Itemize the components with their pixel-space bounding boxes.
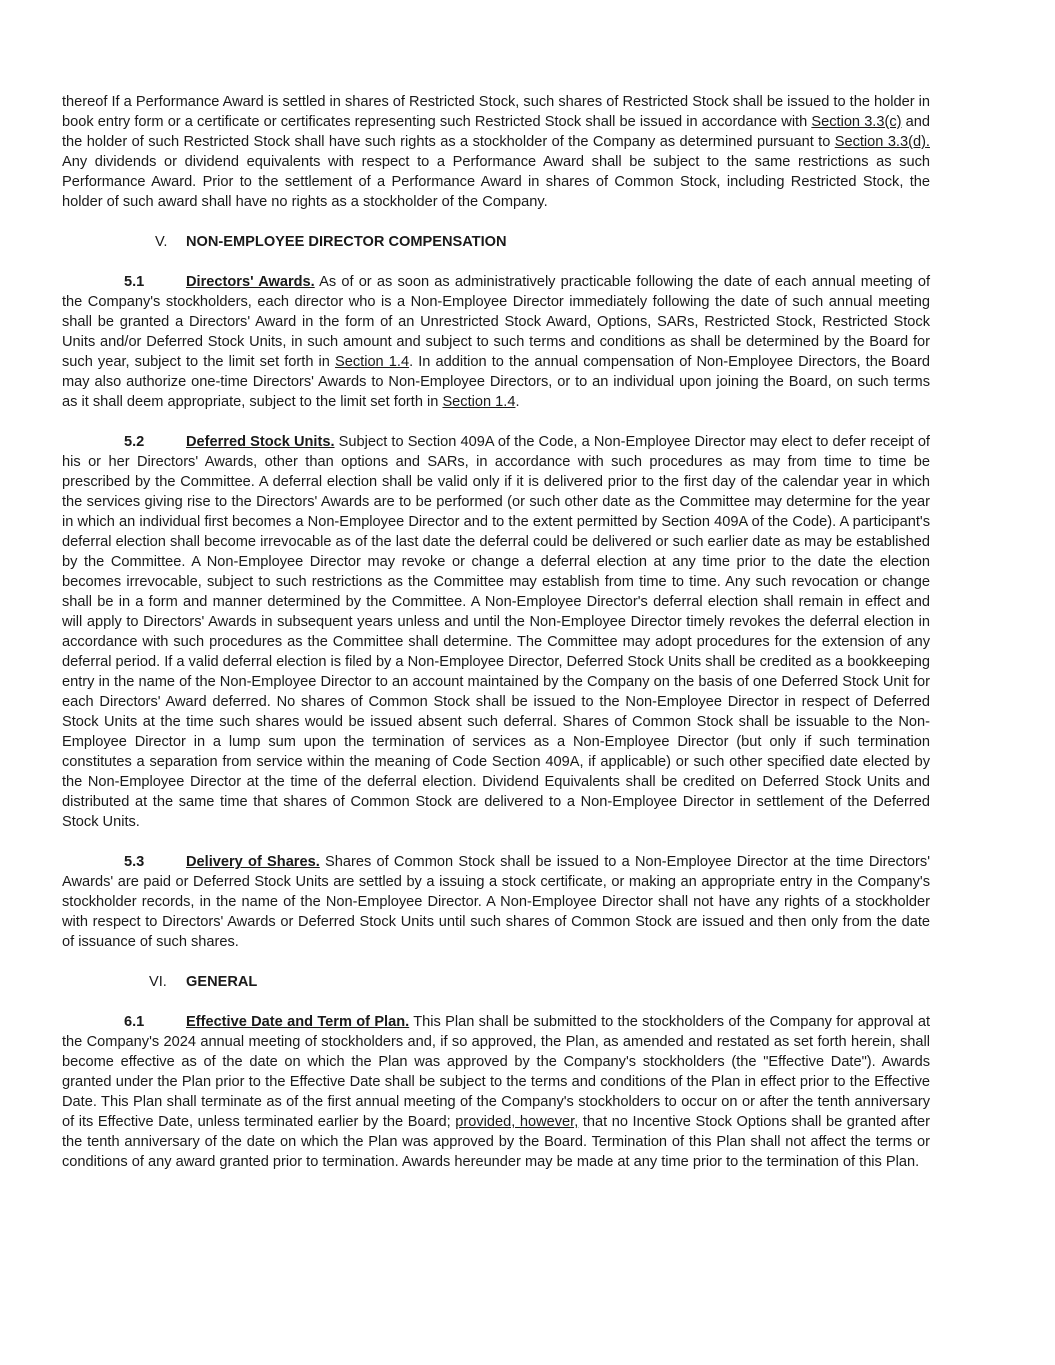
section-reference: Section 1.4 xyxy=(335,354,410,370)
article-heading-vi xyxy=(62,972,930,992)
section-reference: Section 1.4 xyxy=(442,394,516,410)
section-number: 5.2 xyxy=(124,434,145,450)
section-reference: Section 3.3(d). xyxy=(834,134,930,150)
section-number: 6.1 xyxy=(124,1014,145,1030)
section-5-1: 5.1 Directors' Awards. As of or as soon as administratively practicable following the date of each annual meeting of the Company's stockholders, each director who is a Non-Employee Director immediately following the date of such annual meeting shall be granted a Directors' Award in the form of an Unrestricted Stock Award, Options, SARs, Restricted Stock, Restricted Stock Units and/or Deferred Stock Units, in such amount and subject to such terms and conditions as shall be determined by the Board for such year, subject to the limit set forth in Section 1.4. In addition to the annual compensation of Non-Employee Directors, the Board may also authorize one-time Directors' Awards to Non-Employee Directors, or to an individual upon joining the Board, on such terms as it shall deem appropriate, subject to the limit set forth in Section 1.4. xyxy=(62,274,930,410)
section-reference: Section 3.3(c) xyxy=(811,114,902,130)
article-numeral: V. xyxy=(155,234,168,250)
section-number: 5.3 xyxy=(124,854,145,870)
section-6-1: 6.1 Effective Date and Term of Plan. This Plan shall be submitted to the stockholders of the Company for approval at the Company's 2024 annual meeting of stockholders and, if so approved, the Plan, as amended and restated as set forth herein, shall become effective as of the date on which the Plan was approved by the Company's stockholders (the "Effective Date"). Awards granted under the Plan prior to the Effective Date shall be subject to the terms and conditions of the Plan in effect prior to the Effective Date. This Plan shall terminate as of the first annual meeting of the Company's stockholders to occur on or after the tenth anniversary of its Effective Date, unless terminated earlier by the Board; provided, however, that no Incentive Stock Options shall be granted after the tenth anniversary of the date on which the Plan was approved by the Board. Termination of this Plan shall not affect the terms or conditions of any award granted prior to termination. Awards hereunder may be made at any time prior to the termination of this Plan. xyxy=(62,1014,931,1170)
section-number: 5.1 xyxy=(124,274,145,290)
section-title: Deferred Stock Units. xyxy=(186,434,335,450)
document-body xyxy=(62,92,930,1172)
article-heading-v xyxy=(62,232,930,252)
article-title: NON-EMPLOYEE DIRECTOR COMPENSATION xyxy=(186,234,507,250)
section-title: Directors' Awards. xyxy=(186,274,315,290)
section-5-2: 5.2 Deferred Stock Units. Subject to Section 409A of the Code, a Non-Employee Director may elect to defer receipt of his or her Directors' Awards, other than options and SARs, in accordance with such procedures as may from time to time be prescribed by the Committee. A deferral election shall be valid only if it is delivered prior to the first day of the calendar year in which the services giving rise to the Directors' Awards are to be performed (or such other date as the Committee may determine for the year in which an individual first becomes a Non-Employee Director and to the extent permitted by Section 409A of the Code). A participant's deferral election shall become irrevocable as of the last date the deferral could be delivered or such earlier date as may be established by the Committee. A Non-Employee Director may revoke or change a deferral election at any time prior to the date the election becomes irrevocable, subject to such restrictions as the Committee may establish from time to time. Any such revocation or change shall be in a form and manner determined by the Committee. A Non-Employee Director's deferral election shall remain in effect and will apply to Directors' Awards in subsequent years unless and until the Non-Employee Director timely revokes the deferral election in accordance with such procedures as the Committee shall determine. The Committee may adopt procedures for the extension of any deferral period. If a valid deferral election is filed by a Non-Employee Director, Deferred Stock Units shall be credited as a bookkeeping entry in the name of the Non-Employee Director to an account maintained by the Company on the basis of one Deferred Stock Unit for each Directors' Award deferred. No shares of Common Stock shall be issued to the Non-Employee Director in respect of Deferred Stock Units at the time such shares would be issued absent such deferral. Shares of Common Stock shall be issuable to the Non-Employee Director in a lump sum upon the termination of services as a Non-Employee Director (but only if such termination constitutes a separation from service within the meaning of Code Section 409A, if applicable) or such other specified date elected by the Non-Employee Director at the time of the deferral election. Dividend Equivalents shall be credited on Deferred Stock Units and distributed at the same time that shares of Common Stock are delivered to a Non-Employee Director in settlement of the Deferred Stock Units. xyxy=(62,434,930,830)
section-5-3: 5.3 Delivery of Shares. Shares of Common Stock shall be issued to a Non-Employee Director at the time Directors' Awards' are paid or Deferred Stock Units are settled by a issuing a stock certificate, or making an appropriate entry in the Company's stockholder records, in the name of the Non-Employee Director. A Non-Employee Director shall not have any rights of a stockholder with respect to Directors' Awards or Deferred Stock Units until such shares of Common Stock are issued and then only from the date of issuance of such shares. xyxy=(62,854,930,950)
article-numeral: VI. xyxy=(149,974,167,990)
intro-paragraph: thereof If a Performance Award is settled in shares of Restricted Stock, such shares of Restricted Stock shall be issued to the holder in book entry form or a certificate or certificates representing such Restricted Stock shall be issued in accordance with Section 3.3(c) and the holder of such Restricted Stock shall have such rights as a stockholder of the Company as determined pursuant to Section 3.3(d). Any dividends or dividend equivalents with respect to a Performance Award shall be subject to the same restrictions as such Performance Award. Prior to the settlement of a Performance Award in shares of Common Stock, including Restricted Stock, the holder of such award shall have no rights as a stockholder of the Company. xyxy=(62,94,930,210)
section-title: Effective Date and Term of Plan. xyxy=(186,1014,410,1030)
proviso-text: provided, however, xyxy=(455,1114,579,1130)
article-title: GENERAL xyxy=(186,974,258,990)
section-title: Delivery of Shares. xyxy=(186,854,320,870)
